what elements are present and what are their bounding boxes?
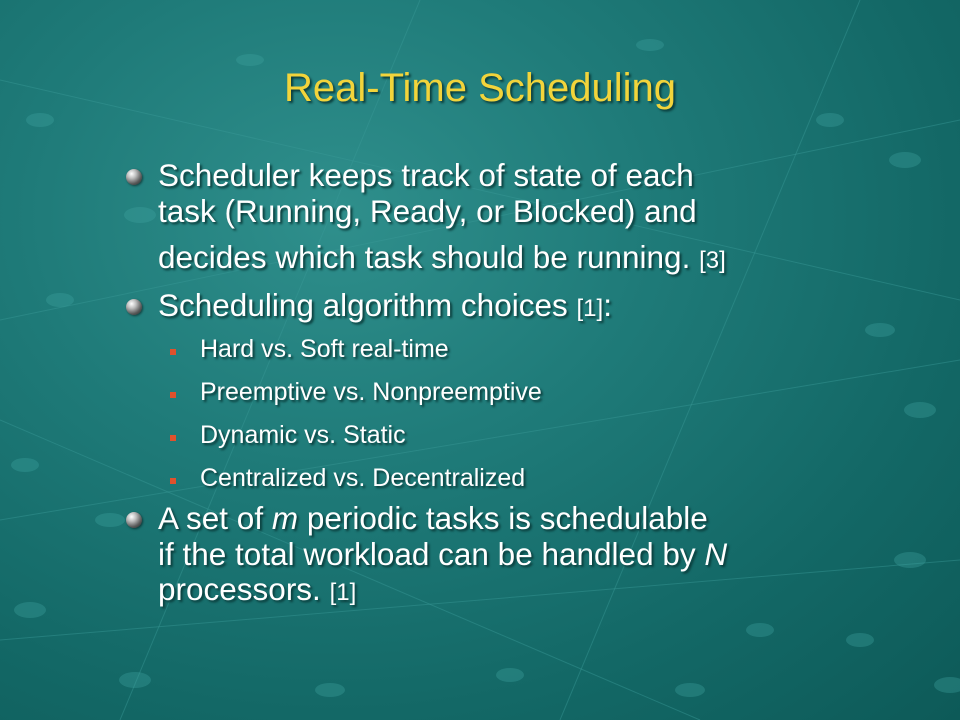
sub-bullet-text: Dynamic vs. Static: [200, 420, 406, 449]
citation-1: [1]: [329, 579, 357, 607]
square-bullet-icon: [170, 392, 176, 398]
sub-bullet-dynamic-static: [160, 420, 860, 450]
square-bullet-icon: [170, 435, 176, 441]
variable-m: m: [271, 499, 299, 536]
bullet-3-line-3: processors.: [158, 571, 321, 608]
sub-bullet-text: Centralized vs. Decentralized: [200, 463, 526, 492]
citation-1: [1]: [576, 294, 604, 322]
sub-bullet-text: Hard vs. Soft real-time: [200, 334, 449, 363]
bullet-1-line-2: task (Running, Ready, or Blocked) and: [158, 192, 697, 229]
bullet-algorithm-choices: [120, 288, 860, 324]
bullet-2-suffix: :: [603, 286, 612, 323]
sphere-bullet-icon: [126, 299, 142, 315]
bullet-scheduler-state: [120, 158, 860, 276]
bullet-schedulable: [120, 501, 860, 609]
bullet-2-text: Scheduling algorithm choices: [158, 286, 568, 323]
square-bullet-icon: [170, 478, 176, 484]
sphere-bullet-icon: [126, 512, 142, 528]
sub-bullet-preemptive: [160, 377, 860, 407]
square-bullet-icon: [170, 349, 176, 355]
slide-title: Real-Time Scheduling: [283, 66, 677, 110]
bullet-1-line-1: Scheduler keeps track of state of each: [158, 157, 694, 193]
sub-bullet-hard-soft: [160, 334, 860, 364]
sub-bullet-text: Preemptive vs. Nonpreemptive: [200, 377, 542, 406]
bullet-3-part-1: A set of: [158, 499, 264, 536]
bullet-3-part-2: periodic tasks is schedulable: [306, 499, 708, 536]
variable-n: N: [704, 535, 728, 572]
bullet-list: [120, 158, 860, 608]
sub-bullet-centralized: [160, 463, 860, 493]
bullet-1-line-3: decides which task should be running.: [158, 238, 691, 275]
citation-3: [3]: [699, 246, 726, 274]
sphere-bullet-icon: [126, 169, 142, 185]
bullet-3-line-2: if the total workload can be handled by: [158, 535, 696, 572]
